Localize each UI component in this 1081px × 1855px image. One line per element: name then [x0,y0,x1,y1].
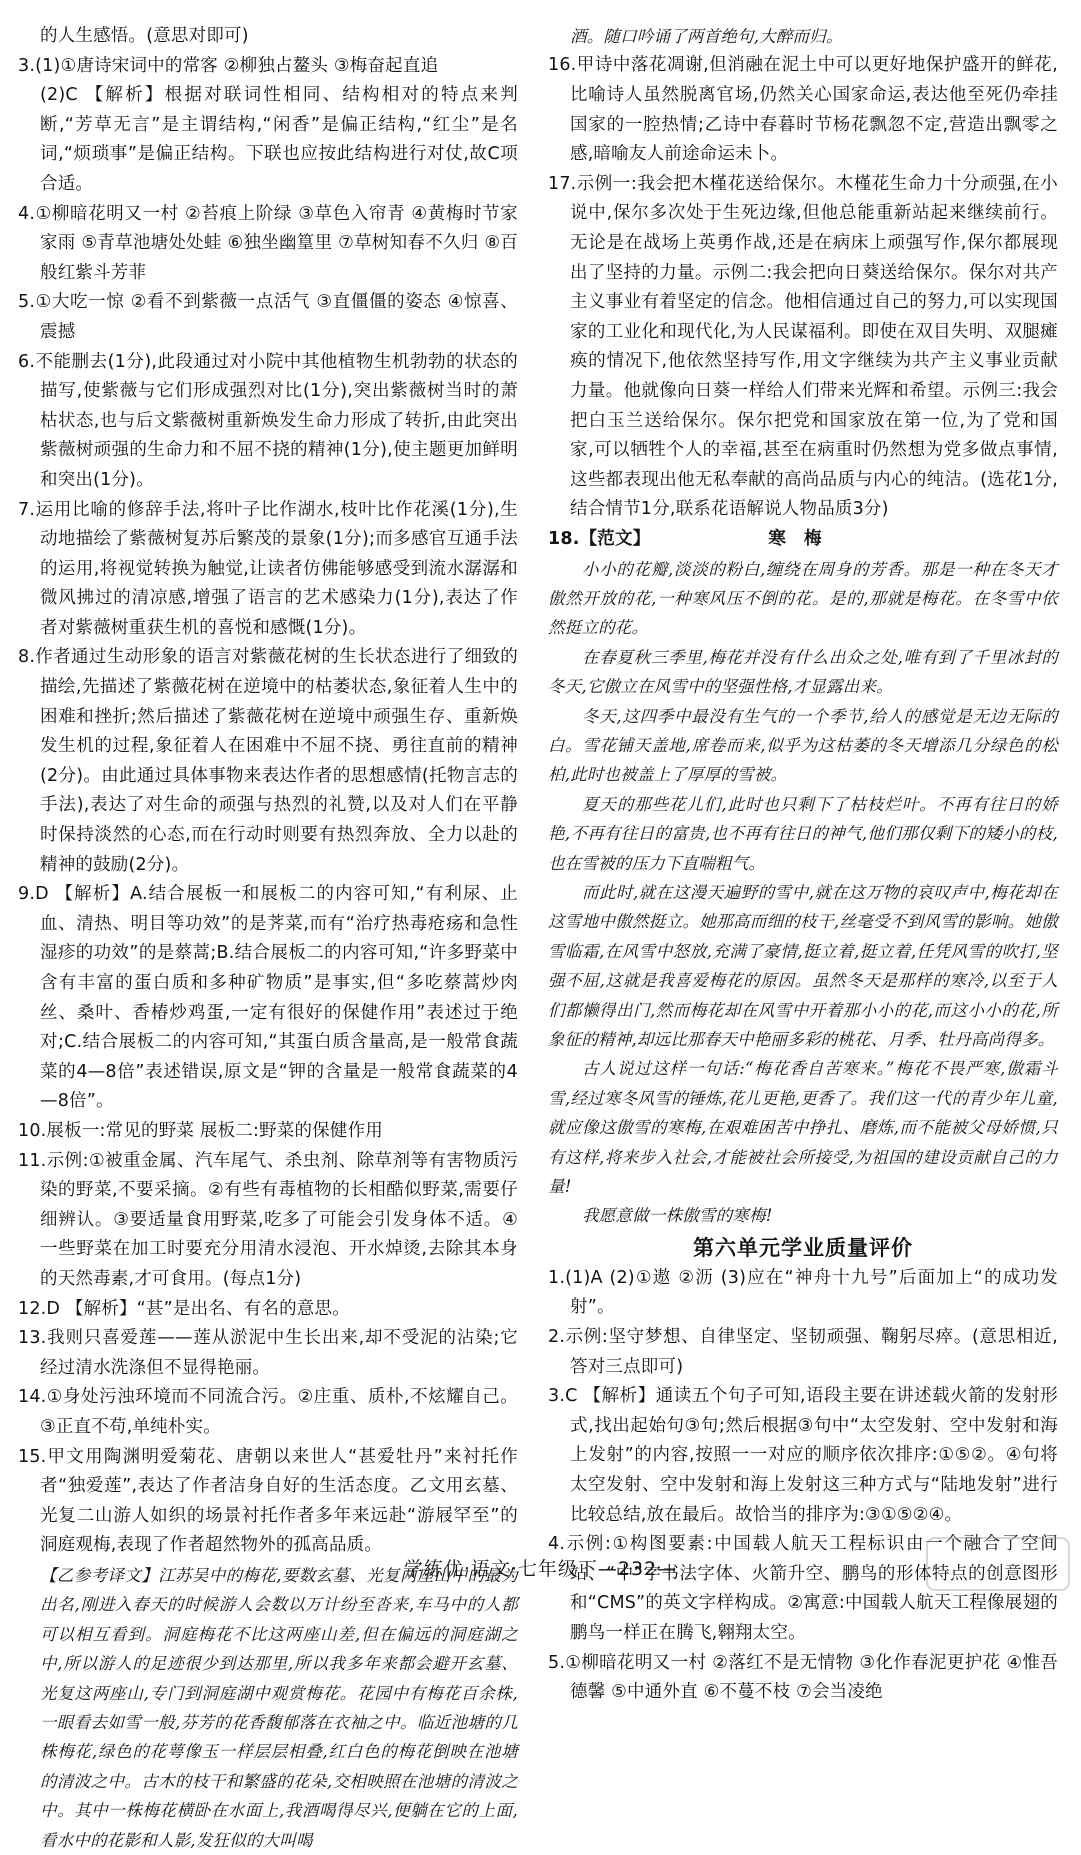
essay-body [548,555,1058,1231]
answer-item-right-1: 16.甲诗中落花凋谢,但消融在泥土中可以更好地保护盛开的鲜花,比喻诗人虽然脱离官场,仍然关心国家命运,表达他至死仍牵挂国家的一腔热情;乙诗中春暮时节杨花飘忽不定,营造出飘零之感,暗喻友人前途命运未卜。 [548,55,1058,165]
essay-paragraph: 冬天,这四季中最没有生气的一个季节,给人的感觉是无边无际的白。雪花铺天盖地,席卷而来,似乎为这枯萎的冬天增添几分绿色的松柏,此时也被盖上了厚厚的雪被。 [548,706,1058,785]
essay-paragraph: 而此时,就在这漫天遍野的雪中,就在这万物的哀叹声中,梅花却在这雪地中傲然挺立。她那高而细的枝干,丝毫受不到风雪的影响。她傲雪临霜,在风雪中怒放,充满了豪情,挺立着,挺立着,任凭风雪的吹打,坚强不屈,这就是我喜爱梅花的原因。虽然冬天是那样的寒冷,以至于人们都懒得出门,然而梅花却在风雪中开着那小小的花,而这小小的花,所象征的精神,却远比那春天中艳丽多彩的桃花、月季、牡丹高尚得多。 [548,882,1058,1049]
right-bottom-answers [548,1264,1058,1708]
answer-item-13: 14.①身处污浊环境而不同流合污。②庄重、质朴,不炫耀自己。③正直不苟,单纯朴实。 [18,1387,518,1437]
essay-heading [548,525,1058,555]
left-column [18,22,518,1850]
unit-six-item-0: 1.(1)A (2)①遨 ②沥 (3)应在“神舟十九号”后面加上“的成功发射”。 [548,1267,1058,1318]
answer-item-7: 8.作者通过生动形象的语言对紫薇花树的生长状态进行了细致的描绘,先描述了紫薇花树在逆境中的枯萎状态,象征着人生中的困难和挫折;然后描述了紫薇花树在逆境中顽强生存、重新焕发生机的过程,象征着人在困难中不屈不挠、勇往直前的精神(2分)。由此通过具体事物来表达作者的思想感情(托物言志的手法),表达了对生命的顽强与热烈的礼赞,以及对人们在平静时保持淡然的心态,而在行动时则要有热烈奔放、全力以赴的精神的鼓励(2分)。 [18,647,518,875]
answer-item-6: 7.运用比喻的修辞手法,将叶子比作湖水,枝叶比作花溪(1分),生动地描绘了紫薇树复苏后繁茂的景象(1分);而多感官互通手法的运用,将视觉转换为触觉,让读者仿佛能够感受到流水潺潺和微风拂过的清凉感,增强了语言的艺术感染力(1分),表达了作者对紫薇树重获生机的喜悦和感慨(1分)。 [18,499,518,638]
answer-item-3: 4.①柳暗花明又一村 ②苔痕上阶绿 ③草色入帘青 ④黄梅时节家家雨 ⑤青草池塘处处蛙 ⑥独坐幽篁里 ⑦草树知春不久归 ⑧百般红紫斗芳菲 [18,203,518,283]
page-footer: 学练优·语文·七年级下—232— [403,1558,678,1580]
essay-paragraph: 在春夏秋三季里,梅花并没有什么出众之处,唯有到了千里冰封的冬天,它傲立在风雪中的坚强性格,才显露出来。 [548,647,1058,697]
answer-item-11: 12.D 【解析】“甚”是出名、有名的意思。 [18,1298,350,1319]
unit-six-item-4: 5.①柳暗花明又一村 ②落红不是无情物 ③化作春泥更护花 ④惟吾德馨 ⑤中通外直 ⑥不蔓不枝 ⑦会当凌绝 [548,1652,1058,1703]
answer-item-1: 3.(1)①唐诗宋词中的常客 ②柳独占鳌头 ③梅奋起直追 [18,55,439,76]
answer-item-10: 11.示例:①被重金属、汽车尾气、杀虫剂、除草剂等有害物质污染的野菜,不要采摘。②有些有毒植物的长相酷似野菜,需要仔细辨认。③要适量食用野菜,吃多了可能会引发身体不适。④一些野菜在加工时要充分用清水浸泡、开水焯烫,去除其本身的天然毒素,才可食用。(每点1分) [18,1150,518,1289]
answer-item-9: 10.展板一:常见的野菜 展板二:野菜的保健作用 [18,1120,383,1141]
essay-title: 寒 梅 [768,528,828,549]
essay-paragraph: 我愿意做一株傲雪的寒梅! [582,1206,773,1226]
essay-paragraph: 夏天的那些花儿们,此时也只剩下了枯枝烂叶。不再有往日的娇艳,不再有往日的富贵,也不再有往日的神气,他们那仅剩下的矮小的枝,也在雪被的压力下直喘粗气。 [548,794,1058,873]
right-top-answers [548,22,1058,525]
answer-item-15: 【乙参考译文】江苏吴中的梅花,要数玄墓、光复两座山中的最为出名,刚进入春天的时候游人会数以万计纷至沓来,车马中的人都可以相互看到。洞庭梅花不比这两座山差,但在偏远的洞庭湖之中,所以游人的足迹很少到达那里,所以我多年来都会避开玄墓、光复这两座山,专门到洞庭湖中观赏梅花。花园中有梅花百余株,一眼看去如雪一般,芬芳的花香馥郁落在衣袖之中。临近池塘的几株梅花,绿色的花萼像玉一样层层相叠,红白色的梅花倒映在池塘的清波之中。古木的枝干和繁盛的花朵,交相映照在池塘的清波之中。其中一株梅花横卧在水面上,我酒喝得尽兴,便躺在它的上面,看水中的花影和人影,发狂似的大叫喝 [40,1565,518,1850]
unit-six-item-1: 2.示例:坚守梦想、自律坚定、坚韧顽强、鞠躬尽瘁。(意思相近,答对三点即可) [548,1327,1058,1377]
answer-item-right-0: 酒。随口吟诵了两首绝句,大醉而归。 [570,27,843,46]
answer-item-5: 6.不能删去(1分),此段通过对小院中其他植物生机勃勃的状态的描写,使紫薇与它们形成强烈对比(1分),突出紫薇树当时的萧枯状态,也与后文紫薇树重新焕发生命力形成了转折,由此突出紫薇树顽强的生命力和不屈不挠的精神(1分),使主题更加鲜明和突出(1分)。 [18,351,518,490]
right-column [548,22,1058,1703]
essay-paragraph: 小小的花瓣,淡淡的粉白,缠绕在周身的芳香。那是一种在冬天才傲然开放的花,一种寒风压不倒的花。是的,那就是梅花。在冬雪中依然挺立的花。 [548,559,1058,638]
unit-six-item-2: 3.C 【解析】通读五个句子可知,语段主要在讲述载火箭的发射形式,找出起始句③句;然后根据③句中“太空发射、空中发射和海上发射”的内容,按照一一对应的顺序依次排序:①⑤②。④句将太空发射、空中发射和海上发射这三种方式与“陆地发射”进行比较总结,放在最后。故恰当的排序为:③①⑤②④。 [548,1386,1058,1525]
essay-label: 18.【范文】 [548,528,651,549]
answer-item-4: 5.①大吃一惊 ②看不到紫薇一点活气 ③直僵僵的姿态 ④惊喜、震撼 [18,292,518,342]
watermark-logo [923,1532,1073,1596]
section-title: 第六单元学业质量评价 [693,1235,913,1260]
answer-item-12: 13.我则只喜爱莲——莲从淤泥中生长出来,却不受泥的沾染;它经过清水洗涤但不显得艳丽。 [18,1328,518,1378]
essay-paragraph: 古人说过这样一句话:“梅花香自苦寒来。”梅花不畏严寒,傲霜斗雪,经过寒冬风雪的锤炼,花儿更艳,更香了。我们这一代的青少年儿童,就应像这傲雪的寒梅,在艰难困苦中挣扎、磨炼,而不能被父母娇惯,只有这样,将来步入社会,才能被社会所接受,为祖国的建设贡献自己的力量! [548,1059,1058,1197]
answer-item-14: 15.甲文用陶渊明爱菊花、唐朝以来世人“甚爱牡丹”来衬托作者“独爱莲”,表达了作者洁身自好的生活态度。乙文用玄墓、光复二山游人如织的场景衬托作者多年来远赴“游屐罕至”的洞庭观梅,表现了作者超然物外的孤高品质。 [18,1446,518,1556]
answer-item-right-2: 17.示例一:我会把木槿花送给保尔。木槿花生命力十分顽强,在小说中,保尔多次处于生死边缘,但他总能重新站起来继续前行。无论是在战场上英勇作战,还是在病床上顽强写作,保尔都展现出了坚持的力量。示例二:我会把向日葵送给保尔。保尔对共产主义事业有着坚定的信念。他相信通过自己的努力,可以实现国家的工业化和现代化,为人民谋福利。即使在双目失明、双腿瘫痪的情况下,他依然坚持写作,用文字继续为共产主义事业贡献力量。他就像向日葵一样给人们带来光辉和希望。示例三:我会把白玉兰送给保尔。保尔把党和国家放在第一位,为了党和国家,可以牺牲个人的幸福,甚至在病重时仍然想为党多做点事情,这些都表现出他无私奉献的高尚品质与内心的纯洁。(选花1分,结合情节1分,联系花语解说人物品质3分) [548,173,1058,520]
answer-item-8: 9.D 【解析】A.结合展板一和展板二的内容可知,“有利尿、止血、清热、明目等功效”的是荠菜,而有“治疗热毒疮疡和急性湿疹的功效”的是蔡蒿;B.结合展板二的内容可知,“许多野菜中含有丰富的蛋白质和多种矿物质”是事实,但“多吃蔡蒿炒肉丝、桑叶、香椿炒鸡蛋,一定有很好的保健作用”表述过于绝对;C.结合展板二的内容可知,“其蛋白质含量高,是一般常食蔬菜的4—8倍”表述错误,原文是“钾的含量是一般常食蔬菜的4—8倍”。 [18,884,518,1112]
answer-item-0: 的人生感悟。(意思对即可) [40,26,249,46]
answer-item-2: (2)C 【解析】根据对联词性相同、结构相对的特点来判断,“芳草无言”是主谓结构,“闲香”是偏正结构,“红尘”是名词,“烦琐事”是偏正结构。下联也应按此结构进行对仗,故C项合适。 [40,85,518,194]
model-essay [548,525,1058,1231]
unit-six-item-3: 4.示例:①构图要素:中国载人航天工程标识由一个融合了空间站、“中”字书法字体、火箭升空、鹏鸟的形体特点的创意图形和“CMS”的英文字样构成。②寓意:中国载人航天工程像展翅的鹏鸟一样正在腾飞,翱翔太空。 [548,1534,1058,1643]
